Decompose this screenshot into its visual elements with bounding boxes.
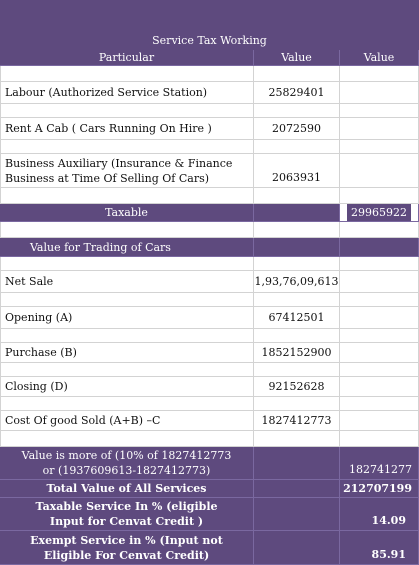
cell[interactable] <box>254 531 340 565</box>
blank-row <box>0 329 419 343</box>
cell[interactable] <box>254 447 340 480</box>
summary-row <box>0 447 419 480</box>
cell[interactable] <box>0 363 254 377</box>
table-row <box>0 307 419 329</box>
cell[interactable] <box>340 271 419 293</box>
trading-label[interactable]: Net Sale <box>0 271 254 293</box>
cell[interactable] <box>340 397 419 411</box>
cell[interactable] <box>340 329 419 343</box>
cell[interactable] <box>254 238 340 257</box>
blank-row <box>0 397 419 411</box>
cell[interactable] <box>340 411 419 431</box>
cell[interactable] <box>340 82 419 104</box>
cell[interactable] <box>254 222 340 238</box>
summary-row <box>0 480 419 498</box>
blank-row <box>0 188 419 204</box>
trading-value[interactable]: 1,93,76,09,613 <box>254 271 340 293</box>
cell[interactable] <box>254 363 340 377</box>
trading-label[interactable]: Opening (A) <box>0 307 254 329</box>
cell[interactable] <box>340 307 419 329</box>
cell[interactable] <box>340 154 419 188</box>
table-row <box>0 118 419 140</box>
cell[interactable] <box>340 188 419 204</box>
table-row <box>0 343 419 363</box>
header-row <box>0 50 419 66</box>
trading-label[interactable]: Cost Of good Sold (A+B) –C <box>0 411 254 431</box>
header-particular: Particular <box>0 50 254 66</box>
cell[interactable] <box>254 140 340 154</box>
trading-label[interactable]: Closing (D) <box>0 377 254 397</box>
cell[interactable] <box>254 204 340 222</box>
cell[interactable] <box>340 238 419 257</box>
cell[interactable] <box>340 431 419 447</box>
cell[interactable] <box>0 293 254 307</box>
summary-row <box>0 531 419 565</box>
cell[interactable] <box>340 66 419 82</box>
trading-value[interactable]: 1827412773 <box>254 411 340 431</box>
trading-header-row <box>0 238 419 257</box>
cell[interactable] <box>254 293 340 307</box>
summary-label[interactable]: Value is more of (10% of 1827412773 or (1937609613-1827412773) <box>0 447 254 480</box>
table-row <box>0 154 419 188</box>
item-label[interactable]: Labour (Authorized Service Station) <box>0 82 254 104</box>
item-value[interactable]: 25829401 <box>254 82 340 104</box>
blank-row <box>0 104 419 118</box>
taxable-value: 29965922 <box>347 204 411 221</box>
item-label[interactable]: Rent A Cab ( Cars Running On Hire ) <box>0 118 254 140</box>
table-row <box>0 82 419 104</box>
item-value[interactable]: 2063931 <box>254 154 340 188</box>
trading-value[interactable]: 67412501 <box>254 307 340 329</box>
header-value-2: Value <box>340 50 419 66</box>
item-label[interactable]: Business Auxiliary (Insurance & Finance Business at Time Of Selling Of Cars) <box>0 154 254 188</box>
cell[interactable] <box>0 104 254 118</box>
cell[interactable] <box>0 329 254 343</box>
summary-label[interactable]: Taxable Service In % (eligible Input for Cenvat Credit ) <box>0 498 254 531</box>
cell[interactable] <box>254 257 340 271</box>
cell[interactable] <box>340 140 419 154</box>
blank-row <box>0 257 419 271</box>
cell[interactable] <box>340 257 419 271</box>
cell[interactable] <box>0 66 254 82</box>
cell[interactable] <box>340 343 419 363</box>
summary-value[interactable]: 85.91 <box>340 531 419 565</box>
taxable-value-box[interactable] <box>340 204 419 222</box>
cell[interactable] <box>0 140 254 154</box>
summary-value[interactable]: 212707199 <box>340 480 419 498</box>
cell[interactable] <box>254 498 340 531</box>
cell[interactable] <box>254 431 340 447</box>
blank-row <box>0 66 419 82</box>
taxable-label[interactable]: Taxable <box>0 204 254 222</box>
cell[interactable] <box>340 104 419 118</box>
cell[interactable] <box>0 188 254 204</box>
blank-row <box>0 222 419 238</box>
header-value: Value <box>254 50 340 66</box>
trading-value[interactable]: 92152628 <box>254 377 340 397</box>
cell[interactable] <box>340 293 419 307</box>
cell[interactable] <box>0 397 254 411</box>
cell[interactable] <box>340 377 419 397</box>
blank-row <box>0 431 419 447</box>
cell[interactable] <box>340 363 419 377</box>
cell[interactable] <box>254 329 340 343</box>
summary-value[interactable]: 14.09 <box>340 498 419 531</box>
cell[interactable] <box>0 431 254 447</box>
cell[interactable] <box>254 480 340 498</box>
item-value[interactable]: 2072590 <box>254 118 340 140</box>
blank-row <box>0 363 419 377</box>
summary-label[interactable]: Total Value of All Services <box>0 480 254 498</box>
trading-label[interactable]: Purchase (B) <box>0 343 254 363</box>
trading-value[interactable]: 1852152900 <box>254 343 340 363</box>
taxable-row <box>0 204 419 222</box>
summary-label[interactable]: Exempt Service in % (Input not Eligible For Cenvat Credit) <box>0 531 254 565</box>
blank-row <box>0 293 419 307</box>
trading-header[interactable]: Value for Trading of Cars <box>0 238 254 257</box>
cell[interactable] <box>254 188 340 204</box>
table-row <box>0 411 419 431</box>
summary-row <box>0 498 419 531</box>
cell[interactable] <box>254 66 340 82</box>
table-row <box>0 377 419 397</box>
cell[interactable] <box>340 118 419 140</box>
table-row <box>0 271 419 293</box>
cell[interactable] <box>254 397 340 411</box>
blank-row <box>0 140 419 154</box>
sheet-title: Service Tax Working <box>152 34 267 47</box>
cell[interactable] <box>0 222 254 238</box>
cell[interactable] <box>340 222 419 238</box>
summary-value[interactable]: 182741277 <box>340 447 419 480</box>
cell[interactable] <box>254 104 340 118</box>
cell[interactable] <box>0 257 254 271</box>
